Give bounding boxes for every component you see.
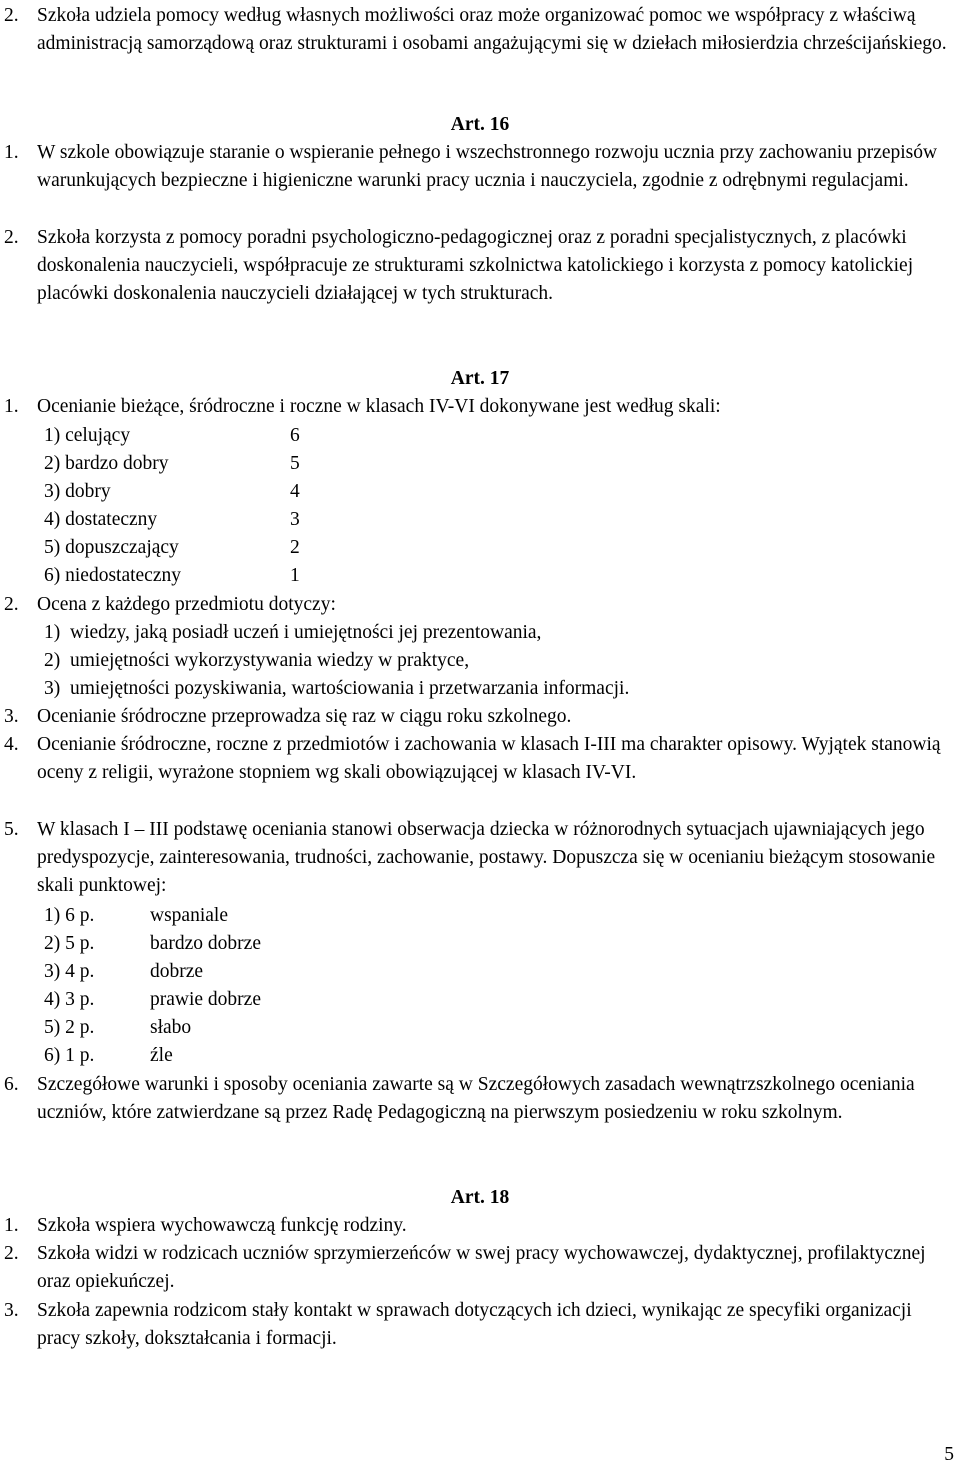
- grade-row: [44, 506, 300, 534]
- points-row: [44, 902, 228, 930]
- scope-text: wiedzy, jaką posiadł uczeń i umiejętności jej prezentowania,: [70, 622, 542, 643]
- grade-row: [44, 534, 300, 562]
- grade-number: 2): [44, 453, 61, 474]
- item-number: 2.: [4, 5, 19, 26]
- paragraph-art17-1: [4, 393, 949, 421]
- paragraph-art17-6: [4, 1071, 949, 1127]
- grade-value: 5: [290, 453, 300, 474]
- grade-row: [44, 562, 300, 590]
- grade-number: 4): [44, 509, 61, 530]
- grade-row: [44, 422, 300, 450]
- item-text: W klasach I – III podstawę oceniania stanowi obserwacja dziecka w różnorodnych sytuacjach ujawniających jego predyspozycje, zainteresowania, trudności, zachowanie, postawy. Dopuszcza się w ocenianiu bieżącym stosowanie skali punktowej:: [37, 819, 936, 897]
- grade-number: 3): [44, 481, 61, 502]
- points-text: prawie dobrze: [150, 989, 261, 1010]
- item-text: Szkoła udziela pomocy według własnych możliwości oraz może organizować pomoc we współpracy z właściwą administracją samorządową oraz strukturami i osobami angażującymi się w dziełach miłosierdzia chrześcijańskiego.: [37, 5, 947, 55]
- grade-label: niedostateczny: [65, 565, 181, 586]
- points-label: 2) 5 p.: [44, 933, 95, 954]
- paragraph-art17-3: [4, 703, 949, 731]
- grade-row: [44, 450, 300, 478]
- item-text: Ocenianie bieżące, śródroczne i roczne w klasach IV-VI dokonywane jest według skali:: [37, 396, 721, 417]
- scope-text: umiejętności wykorzystywania wiedzy w praktyce,: [70, 650, 470, 671]
- item-number: 2.: [4, 594, 19, 615]
- item-number: 5.: [4, 819, 19, 840]
- points-label: 4) 3 p.: [44, 989, 95, 1010]
- paragraph-art16-2: [4, 224, 949, 309]
- item-number: 3.: [4, 1300, 19, 1321]
- item-number: 4.: [4, 734, 19, 755]
- item-number: 2.: [4, 227, 19, 248]
- grade-label: dobry: [65, 481, 111, 502]
- page-number: 5: [944, 1444, 954, 1465]
- item-text: Szkoła wspiera wychowawczą funkcję rodziny.: [37, 1215, 407, 1236]
- grade-number: 6): [44, 565, 61, 586]
- grade-number: 1): [44, 425, 61, 446]
- item-text: Szkoła korzysta z pomocy poradni psychologiczno-pedagogicznej oraz z poradni specjalistycznych, z placówki doskonalenia nauczycieli, współpracuje ze strukturami szkolnictwa katolickiego i korzysta z pomocy katolickiej placówki doskonalenia nauczycieli działającej w tych strukturach.: [37, 227, 914, 305]
- points-row: [44, 930, 261, 958]
- grade-label: dopuszczający: [65, 537, 179, 558]
- article-heading-16: Art. 16: [450, 114, 510, 135]
- item-number: 1.: [4, 396, 19, 417]
- item-text: W szkole obowiązuje staranie o wspieranie pełnego i wszechstronnego rozwoju ucznia przy zachowaniu przepisów warunkujących bezpieczne i higieniczne warunki pracy ucznia i nauczyciela, zgodnie z odrębnymi regulacjami.: [37, 142, 938, 192]
- article-heading-18: Art. 18: [450, 1187, 510, 1208]
- points-text: bardzo dobrze: [150, 933, 261, 954]
- scope-number: 3): [44, 678, 61, 699]
- paragraph-art18-3: [4, 1297, 949, 1353]
- grade-label: bardzo dobry: [65, 453, 169, 474]
- points-row: [44, 1042, 173, 1070]
- item-number: 1.: [4, 142, 19, 163]
- article-heading-17: Art. 17: [450, 368, 510, 389]
- points-text: słabo: [150, 1017, 192, 1038]
- item-text: Szkoła zapewnia rodzicom stały kontakt w sprawach dotyczących ich dzieci, wynikając ze specyfiki organizacji pracy szkoły, dokształcania i formacji.: [37, 1300, 912, 1350]
- item-text: Ocenianie śródroczne przeprowadza się raz w ciągu roku szkolnego.: [37, 706, 572, 727]
- scope-row: [44, 619, 541, 647]
- grade-number: 5): [44, 537, 61, 558]
- grade-value: 2: [290, 537, 300, 558]
- scope-row: [44, 647, 469, 675]
- scope-number: 2): [44, 650, 61, 671]
- grade-value: 1: [290, 565, 300, 586]
- points-text: źle: [150, 1045, 173, 1066]
- item-number: 1.: [4, 1215, 19, 1236]
- item-number: 2.: [4, 1243, 19, 1264]
- item-number: 6.: [4, 1074, 19, 1095]
- paragraph-art17-5: [4, 816, 949, 901]
- paragraph-art17-2: [4, 591, 949, 619]
- item-text: Szczegółowe warunki i sposoby oceniania zawarte są w Szczegółowych zasadach wewnątrzszkolnego oceniania uczniów, które zatwierdzane są przez Radę Pedagogiczną na pierwszym posiedzeniu w roku szkolnym.: [37, 1074, 915, 1124]
- points-label: 1) 6 p.: [44, 905, 95, 926]
- points-text: wspaniale: [150, 905, 228, 926]
- paragraph-art18-2: [4, 1240, 949, 1296]
- grade-row: [44, 478, 300, 506]
- scope-number: 1): [44, 622, 61, 643]
- points-text: dobrze: [150, 961, 204, 982]
- points-label: 6) 1 p.: [44, 1045, 95, 1066]
- paragraph-art18-1: [4, 1212, 949, 1240]
- points-label: 3) 4 p.: [44, 961, 95, 982]
- paragraph-art16-1: [4, 139, 949, 195]
- item-number: 3.: [4, 706, 19, 727]
- paragraph-szkola-udziela: [4, 2, 949, 58]
- points-row: [44, 1014, 191, 1042]
- points-row: [44, 958, 203, 986]
- points-row: [44, 986, 261, 1014]
- grade-label: celujący: [65, 425, 131, 446]
- item-text: Ocenianie śródroczne, roczne z przedmiotów i zachowania w klasach I-III ma charakter opisowy. Wyjątek stanowią oceny z religii, wyrażone stopniem wg skali obowiązującej w klasach IV-VI.: [37, 734, 941, 784]
- points-label: 5) 2 p.: [44, 1017, 95, 1038]
- item-text: Szkoła widzi w rodzicach uczniów sprzymierzeńców w swej pracy wychowawczej, dydaktycznej, profilaktycznej oraz opiekuńczej.: [37, 1243, 926, 1293]
- grade-value: 4: [290, 481, 300, 502]
- item-text: Ocena z każdego przedmiotu dotyczy:: [37, 594, 336, 615]
- grade-label: dostateczny: [65, 509, 158, 530]
- grade-value: 3: [290, 509, 300, 530]
- scope-text: umiejętności pozyskiwania, wartościowania i przetwarzania informacji.: [70, 678, 630, 699]
- grade-value: 6: [290, 425, 300, 446]
- paragraph-art17-4: [4, 731, 949, 787]
- scope-row: [44, 675, 629, 703]
